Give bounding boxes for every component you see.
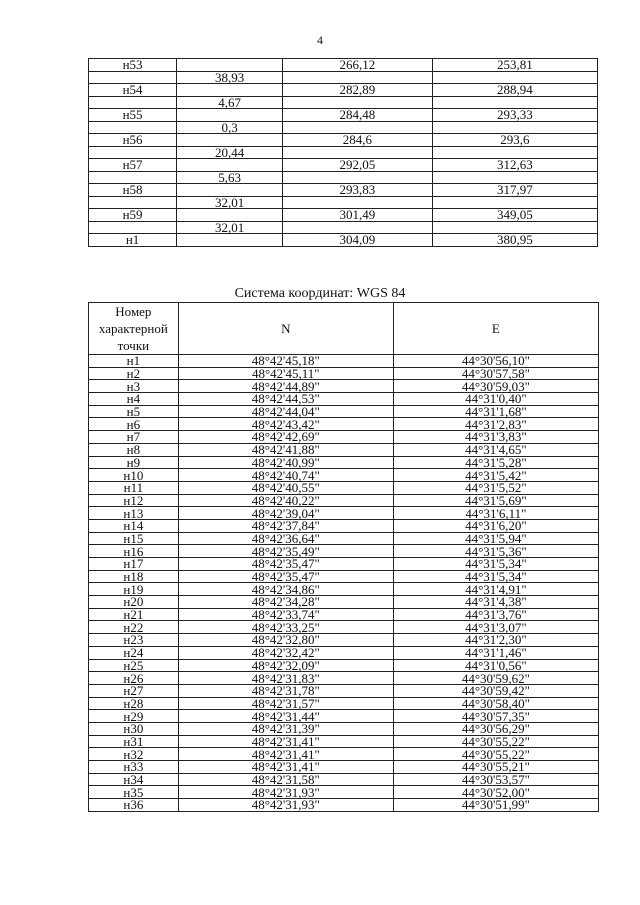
table-row [89, 367, 599, 380]
y-value: 288,94 [432, 84, 597, 97]
point-row [89, 159, 598, 172]
page-number: 4 [317, 33, 323, 47]
n-cell: 48°42'44,04" [178, 405, 393, 418]
n-cell: 48°42'31,57" [178, 697, 393, 710]
n-cell: 48°42'31,58" [178, 773, 393, 786]
x-value: 293,83 [283, 184, 433, 197]
e-cell: 44°30'56,10" [393, 355, 598, 368]
e-cell: 44°31'4,38" [393, 596, 598, 609]
point-cell: н29 [89, 710, 179, 723]
table-row [89, 773, 599, 786]
x-value: 304,09 [283, 234, 433, 247]
point-cell: н5 [89, 405, 179, 418]
e-cell: 44°31'5,42" [393, 469, 598, 482]
e-cell: 44°30'57,58" [393, 367, 598, 380]
n-cell: 48°42'31,93" [178, 786, 393, 799]
e-cell: 44°30'51,99" [393, 799, 598, 812]
x-value: 266,12 [283, 59, 433, 72]
point-row [89, 184, 598, 197]
point-cell: н16 [89, 545, 179, 558]
n-cell: 48°42'32,80" [178, 634, 393, 647]
n-cell: 48°42'35,47" [178, 558, 393, 571]
point-row [89, 59, 598, 72]
distance-value: 0,3 [177, 122, 283, 134]
distance-value: 5,63 [177, 172, 283, 184]
y-value: 317,97 [432, 184, 597, 197]
distance-value: 38,93 [177, 72, 283, 84]
point-cell: н18 [89, 570, 179, 583]
wgs-coordinates-table [88, 302, 599, 812]
point-cell: н30 [89, 722, 179, 735]
table-row [89, 735, 599, 748]
point-cell: н11 [89, 481, 179, 494]
e-cell: 44°30'55,21" [393, 761, 598, 774]
y-value: 253,81 [432, 59, 597, 72]
e-cell: 44°30'59,62" [393, 672, 598, 685]
n-cell: 48°42'31,83" [178, 672, 393, 685]
point-cell: н12 [89, 494, 179, 507]
point-cell: н25 [89, 659, 179, 672]
n-cell: 48°42'31,41" [178, 748, 393, 761]
table-row [89, 697, 599, 710]
point-label: н1 [89, 234, 177, 247]
n-cell: 48°42'31,93" [178, 799, 393, 812]
n-cell: 48°42'45,11" [178, 367, 393, 380]
n-cell: 48°42'35,47" [178, 570, 393, 583]
n-cell: 48°42'31,41" [178, 761, 393, 774]
distances-table [88, 58, 598, 247]
point-row [89, 234, 598, 247]
x-value: 284,6 [283, 134, 433, 147]
header-n: N [178, 303, 393, 355]
e-cell: 44°31'2,83" [393, 418, 598, 431]
n-cell: 48°42'31,78" [178, 684, 393, 697]
e-cell: 44°31'5,94" [393, 532, 598, 545]
header-row [89, 303, 599, 355]
point-label: н55 [89, 109, 177, 122]
y-value: 349,05 [432, 209, 597, 222]
n-cell: 48°42'36,64" [178, 532, 393, 545]
point-cell: н14 [89, 519, 179, 532]
table-row [89, 659, 599, 672]
e-cell: 44°31'5,69" [393, 494, 598, 507]
distance-value: 32,01 [177, 222, 283, 234]
n-cell: 48°42'40,99" [178, 456, 393, 469]
e-cell: 44°31'6,11" [393, 507, 598, 520]
point-cell: н4 [89, 393, 179, 406]
table-row [89, 799, 599, 812]
e-cell: 44°31'3,76" [393, 608, 598, 621]
point-label: н53 [89, 59, 177, 72]
e-cell: 44°31'0,56" [393, 659, 598, 672]
point-cell: н31 [89, 735, 179, 748]
n-cell: 48°42'40,74" [178, 469, 393, 482]
e-cell: 44°31'2,30" [393, 634, 598, 647]
e-cell: 44°30'58,40" [393, 697, 598, 710]
point-cell: н20 [89, 596, 179, 609]
e-cell: 44°31'1,46" [393, 646, 598, 659]
e-cell: 44°30'56,29" [393, 722, 598, 735]
point-cell: н23 [89, 634, 179, 647]
e-cell: 44°31'5,52" [393, 481, 598, 494]
e-cell: 44°31'5,28" [393, 456, 598, 469]
point-cell: н33 [89, 761, 179, 774]
n-cell: 48°42'31,44" [178, 710, 393, 723]
point-cell: н6 [89, 418, 179, 431]
e-cell: 44°31'5,34" [393, 558, 598, 571]
point-cell: н36 [89, 799, 179, 812]
x-value: 292,05 [283, 159, 433, 172]
n-cell: 48°42'32,42" [178, 646, 393, 659]
n-cell: 48°42'32,09" [178, 659, 393, 672]
e-cell: 44°31'0,40" [393, 393, 598, 406]
n-cell: 48°42'43,42" [178, 418, 393, 431]
e-cell: 44°31'3,83" [393, 431, 598, 444]
point-row [89, 134, 598, 147]
n-cell: 48°42'44,89" [178, 380, 393, 393]
n-cell: 48°42'34,28" [178, 596, 393, 609]
x-value: 282,89 [283, 84, 433, 97]
distance-value: 4,67 [177, 97, 283, 109]
point-label: н59 [89, 209, 177, 222]
e-cell: 44°31'4,65" [393, 443, 598, 456]
y-value: 312,63 [432, 159, 597, 172]
x-value: 301,49 [283, 209, 433, 222]
n-cell: 48°42'40,22" [178, 494, 393, 507]
point-cell: н22 [89, 621, 179, 634]
x-value: 284,48 [283, 109, 433, 122]
y-value: 380,95 [432, 234, 597, 247]
point-cell: н3 [89, 380, 179, 393]
point-cell: н26 [89, 672, 179, 685]
point-cell: н7 [89, 431, 179, 444]
n-cell: 48°42'44,53" [178, 393, 393, 406]
point-label: н58 [89, 184, 177, 197]
point-label: н57 [89, 159, 177, 172]
e-cell: 44°31'5,36" [393, 545, 598, 558]
table-row [89, 570, 599, 583]
point-label: н56 [89, 134, 177, 147]
point-cell: н34 [89, 773, 179, 786]
point-cell: н1 [89, 355, 179, 368]
e-cell: 44°30'55,22" [393, 735, 598, 748]
header-e: E [393, 303, 598, 355]
coordinate-system-caption: Система координат: WGS 84 [234, 286, 406, 301]
n-cell: 48°42'34,86" [178, 583, 393, 596]
e-cell: 44°30'59,42" [393, 684, 598, 697]
n-cell: 48°42'45,18" [178, 355, 393, 368]
n-cell: 48°42'31,39" [178, 722, 393, 735]
point-label: н54 [89, 84, 177, 97]
n-cell: 48°42'40,55" [178, 481, 393, 494]
point-row [89, 84, 598, 97]
distance-value: 20,44 [177, 147, 283, 159]
point-cell: н32 [89, 748, 179, 761]
table-row [89, 532, 599, 545]
point-cell: н2 [89, 367, 179, 380]
point-cell: н10 [89, 469, 179, 482]
point-cell: н13 [89, 507, 179, 520]
point-cell: н17 [89, 558, 179, 571]
table-row [89, 456, 599, 469]
distance-value: 32,01 [177, 197, 283, 209]
e-cell: 44°31'1,68" [393, 405, 598, 418]
point-cell: н19 [89, 583, 179, 596]
header-point: Номер характерной точки [89, 303, 179, 355]
e-cell: 44°30'57,35" [393, 710, 598, 723]
e-cell: 44°31'5,34" [393, 570, 598, 583]
y-value: 293,6 [432, 134, 597, 147]
table-row [89, 494, 599, 507]
point-cell: н8 [89, 443, 179, 456]
n-cell: 48°42'33,25" [178, 621, 393, 634]
e-cell: 44°31'4,91" [393, 583, 598, 596]
y-value: 293,33 [432, 109, 597, 122]
n-cell: 48°42'35,49" [178, 545, 393, 558]
point-cell: н35 [89, 786, 179, 799]
e-cell: 44°31'3,07" [393, 621, 598, 634]
n-cell: 48°42'31,41" [178, 735, 393, 748]
n-cell: 48°42'33,74" [178, 608, 393, 621]
point-cell: н15 [89, 532, 179, 545]
point-cell: н24 [89, 646, 179, 659]
point-row [89, 209, 598, 222]
e-cell: 44°30'59,03" [393, 380, 598, 393]
point-row-blank [177, 234, 283, 247]
point-cell: н21 [89, 608, 179, 621]
point-cell: н27 [89, 684, 179, 697]
n-cell: 48°42'41,88" [178, 443, 393, 456]
e-cell: 44°30'52,00" [393, 786, 598, 799]
n-cell: 48°42'37,84" [178, 519, 393, 532]
e-cell: 44°30'55,22" [393, 748, 598, 761]
point-cell: н9 [89, 456, 179, 469]
n-cell: 48°42'39,04" [178, 507, 393, 520]
e-cell: 44°31'6,20" [393, 519, 598, 532]
e-cell: 44°30'53,57" [393, 773, 598, 786]
point-row [89, 109, 598, 122]
point-cell: н28 [89, 697, 179, 710]
n-cell: 48°42'42,69" [178, 431, 393, 444]
